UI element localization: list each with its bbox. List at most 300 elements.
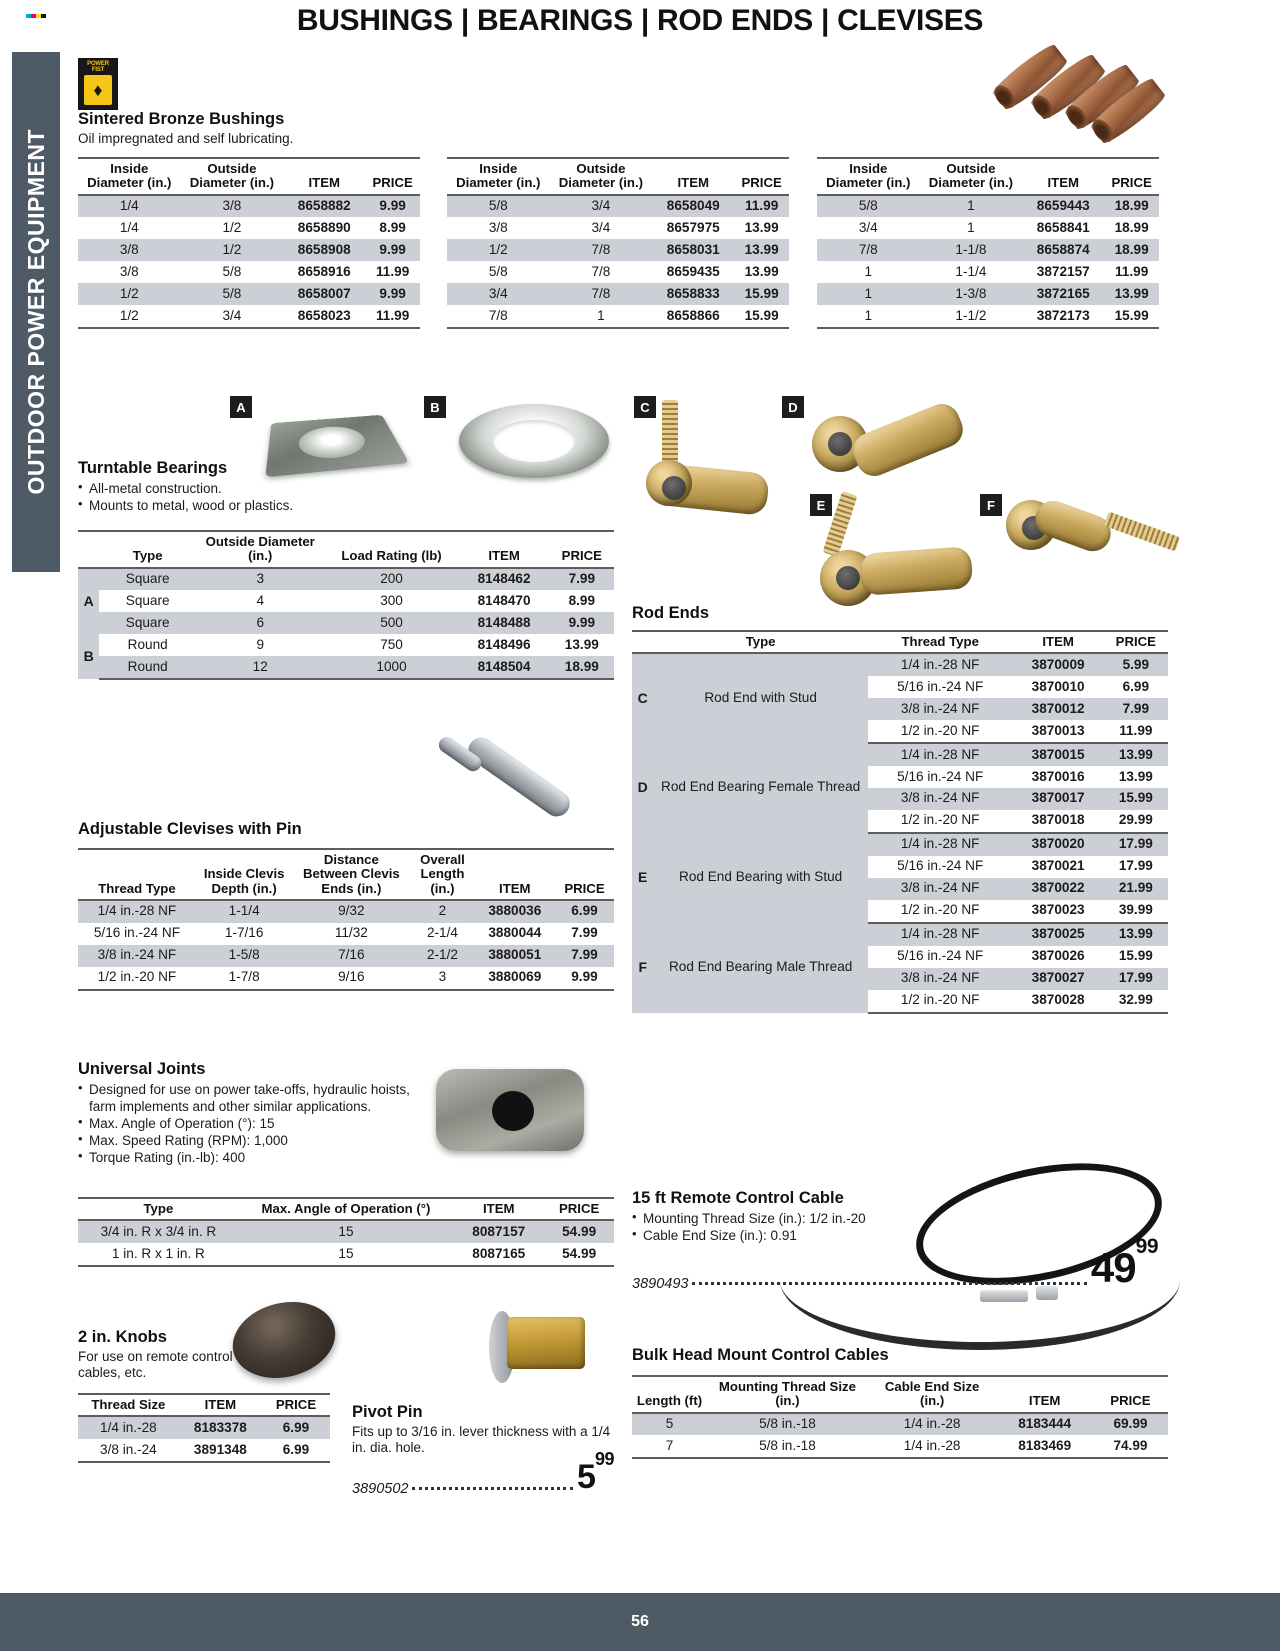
turntable-bullets [78, 480, 498, 514]
cell-item: 8658890 [297, 219, 351, 235]
cell-value: 1-3/8 [920, 283, 1023, 305]
table-row [78, 900, 614, 923]
cell-thread-type: 3/8 in.-24 NF [868, 788, 1013, 810]
cell-value: 9/16 [292, 967, 410, 990]
cell-value: 1/4 in.-28 [868, 1435, 997, 1458]
group-type: Rod End Bearing Male Thread [653, 923, 867, 1013]
cell-item: 3880044 [488, 925, 542, 941]
cell-value: 1 [817, 305, 920, 328]
cell-price: 13.99 [564, 636, 599, 652]
cell-value: 1 [920, 195, 1023, 218]
cell-price: 8.99 [379, 219, 406, 235]
rod-ends-table [632, 630, 1168, 1014]
col-type: Type [99, 531, 195, 568]
bushings-table-2 [447, 157, 789, 329]
col-price: PRICE [1104, 631, 1168, 653]
cell-price: 13.99 [1104, 283, 1159, 305]
universal-joints-heading: Universal Joints [78, 1060, 206, 1078]
cell-thread-type: 5/16 in.-24 NF [897, 678, 984, 694]
cell-value: 3/8 in.-24 NF [78, 945, 196, 967]
cell-price: 11.99 [1104, 720, 1168, 743]
cell-item: 8148462 [459, 568, 550, 591]
cell-thread-type: 5/16 in.-24 NF [897, 768, 984, 784]
cell-price: 18.99 [550, 656, 614, 679]
rod-end-bearing-male-photo [1000, 486, 1180, 596]
cell-price: 15.99 [1104, 788, 1168, 810]
cell-thread-type: 3/8 in.-24 NF [868, 698, 1013, 720]
cell-value: 7 [632, 1435, 707, 1458]
cell-value: Round [99, 656, 195, 679]
table-row [447, 217, 789, 239]
cell-price: 54.99 [544, 1220, 614, 1243]
cell-value: 1000 [325, 656, 459, 679]
cell-value: 4 [256, 592, 264, 608]
knobs-heading: 2 in. Knobs [78, 1328, 167, 1346]
col-inside-diameter: Inside Diameter (in.) [78, 158, 181, 195]
cell-value: Square [125, 592, 170, 608]
cell-item: 3872173 [1022, 305, 1104, 328]
cell-value: 1/2 [181, 239, 284, 261]
cell-value: 7/16 [292, 945, 410, 967]
cell-value: 5/8 in.-18 [707, 1413, 868, 1436]
callout-e: E [810, 494, 832, 516]
table-row [78, 283, 420, 305]
group-type: Rod End Bearing Female Thread [653, 743, 867, 833]
cell-item: 8148488 [459, 612, 550, 634]
cell-value: 1-1/4 [196, 900, 292, 923]
cell-value: 1/4 in.-28 [868, 1413, 997, 1436]
col-item: ITEM [453, 1198, 544, 1220]
cell-item: 3870026 [1031, 948, 1085, 964]
cell-item: 8183444 [996, 1413, 1092, 1436]
cell-price: 15.99 [1104, 305, 1159, 328]
cell-price: 15.99 [1118, 948, 1153, 964]
cell-thread-type: 1/2 in.-20 NF [868, 810, 1013, 833]
universal-joints-bullets [78, 1081, 423, 1166]
cell-value: 3/4 [550, 195, 653, 218]
table-row [817, 261, 1159, 283]
cell-value: 3/4 [181, 305, 284, 328]
cell-price: 9.99 [550, 612, 614, 634]
bronze-bushings-photo [985, 48, 1175, 153]
table-row [632, 923, 1168, 946]
cell-value: 11/32 [334, 925, 368, 941]
col-max-angle: Max. Angle of Operation (°) [239, 1198, 453, 1220]
table-row [78, 656, 614, 679]
cell-value: 5/8 [488, 263, 508, 279]
cell-price: 69.99 [1093, 1413, 1168, 1436]
table-row [447, 261, 789, 283]
cell-price: 6.99 [555, 900, 614, 923]
cell-item: 3870025 [1013, 923, 1104, 946]
cell-price: 7.99 [571, 925, 598, 941]
cell-price: 13.99 [744, 263, 779, 279]
cell-price: 32.99 [1104, 990, 1168, 1013]
rod-ends-heading: Rod Ends [632, 604, 709, 622]
page-title: BUSHINGS | BEARINGS | ROD ENDS | CLEVISES [296, 4, 984, 37]
cell-value: 1/4 in.-28 NF [78, 900, 196, 923]
cell-value: 1 [817, 283, 920, 305]
col-load-rating: Load Rating (lb) [325, 531, 459, 568]
cell-value: 1/4 [78, 195, 181, 218]
col-price: PRICE [365, 158, 420, 195]
pivot-pin-price: $5^{99}$ [577, 1448, 614, 1496]
cell-value: 1-5/8 [196, 945, 292, 967]
cell-price: 8.99 [568, 592, 596, 608]
col-inside-diameter: Inside Diameter (in.) [817, 158, 920, 195]
cell-item: 8148496 [477, 636, 531, 652]
cell-value: 1/2 [78, 283, 181, 305]
table-row [447, 283, 789, 305]
cell-price: 13.99 [1104, 923, 1168, 946]
bullet-item: • Cable End Size (in.): 0.91 [632, 1227, 1102, 1244]
registration-marks [26, 14, 46, 18]
col-outside-diameter: Outside Diameter (in.) [920, 158, 1023, 195]
cell-value: 500 [325, 612, 459, 634]
cell-value: 1/2 in.-20 NF [78, 967, 196, 990]
turntable-table [78, 530, 614, 680]
cell-item: 8658031 [652, 239, 734, 261]
cell-item: 8659443 [1022, 195, 1104, 218]
cell-item: 8658841 [1036, 219, 1090, 235]
table-row [817, 195, 1159, 218]
cell-price: 18.99 [1114, 219, 1149, 235]
bushings-table-3 [817, 157, 1159, 329]
table-row [817, 283, 1159, 305]
remote-cable-item: 3890493 [632, 1276, 689, 1292]
knobs-subheading: For use on remote control cables, etc. [78, 1349, 233, 1381]
side-tab-label: OUTDOOR POWER EQUIPMENT [22, 129, 49, 495]
cell-value: 2-1/2 [410, 945, 474, 967]
cell-item: 8658874 [1022, 239, 1104, 261]
table-row [78, 195, 420, 218]
cell-item: 3891348 [179, 1439, 262, 1462]
cell-value: 1-7/16 [224, 925, 264, 941]
cell-value: 3/4 in. R x 3/4 in. R [78, 1220, 239, 1243]
callout-d: D [782, 396, 804, 418]
leader-dots [412, 1487, 573, 1490]
cell-value: 3/8 in.-24 [78, 1439, 179, 1462]
pivot-pin-heading: Pivot Pin [352, 1403, 423, 1421]
cell-thread-type: 1/4 in.-28 NF [868, 743, 1013, 766]
cell-item: 8658023 [283, 305, 365, 328]
col-inside-clevis-depth: Inside Clevis Depth (in.) [196, 849, 292, 900]
cell-item: 8658866 [652, 305, 734, 328]
bullet-item: • Torque Rating (in.-lb): 400 [78, 1149, 423, 1166]
cell-value: 1 [864, 263, 873, 279]
cell-value: 5 [632, 1413, 707, 1436]
cell-price: 15.99 [734, 305, 789, 328]
col-item: ITEM [996, 1376, 1092, 1413]
col-item: ITEM [1013, 631, 1104, 653]
cell-item: 3880069 [475, 967, 555, 990]
cell-value: 3/8 [78, 239, 181, 261]
table-row [78, 217, 420, 239]
table-row [78, 1220, 614, 1243]
group-letter: D [632, 743, 653, 833]
cell-price: 13.99 [1118, 768, 1153, 784]
logo-line1: POWER [87, 61, 109, 67]
col-cable-end-size: Cable End Size (in.) [868, 1376, 997, 1413]
cell-value: 1 [550, 305, 653, 328]
cell-item: 8659435 [666, 263, 720, 279]
cell-value: 5/8 [447, 195, 550, 218]
cell-value: 1-7/8 [196, 967, 292, 990]
pivot-pin-photo [455, 1295, 615, 1395]
cell-value: 3/4 [447, 283, 550, 305]
callout-a: A [230, 396, 252, 418]
cell-value: 200 [325, 568, 459, 591]
cell-item: 3870023 [1013, 900, 1104, 923]
cell-thread-type: 5/16 in.-24 NF [897, 858, 984, 874]
cell-thread-type: 1/4 in.-28 NF [868, 653, 1013, 676]
cell-value: 1-1/8 [920, 239, 1023, 261]
table-row [632, 743, 1168, 766]
cell-thread-type: 3/8 in.-24 NF [868, 878, 1013, 900]
cell-value: 1/4 in.-28 [78, 1416, 179, 1439]
cell-item: 8658882 [283, 195, 365, 218]
cell-item: 3870012 [1013, 698, 1104, 720]
cell-item: 8658049 [652, 195, 734, 218]
remote-cable-heading: 15 ft Remote Control Cable [632, 1189, 844, 1207]
cell-price: 11.99 [734, 195, 789, 218]
cell-value: 1-1/4 [955, 263, 987, 279]
cell-item: 8658908 [283, 239, 365, 261]
cell-item: 3870022 [1013, 878, 1104, 900]
cell-value: 7/8 [550, 239, 653, 261]
cell-item: 3870013 [1013, 720, 1104, 743]
cell-value: 300 [380, 592, 403, 608]
col-overall-length: Overall Length (in.) [410, 849, 474, 900]
bulk-head-table [632, 1375, 1168, 1459]
group-letter: A [78, 568, 99, 635]
col-price: PRICE [555, 849, 614, 900]
table-row [78, 261, 420, 283]
cell-item: 8657975 [666, 219, 720, 235]
cell-value: 15 [239, 1220, 453, 1243]
bushings-heading: Sintered Bronze Bushings [78, 110, 285, 128]
cell-price: 11.99 [375, 263, 410, 279]
cell-price: 7.99 [550, 568, 614, 591]
cell-item: 8087165 [453, 1243, 544, 1266]
cell-thread-type: 1/2 in.-20 NF [868, 900, 1013, 923]
cell-value: 3/4 [858, 219, 878, 235]
col-outside-diameter: Outside Diameter (in.) [550, 158, 653, 195]
cell-price: 11.99 [1114, 263, 1149, 279]
table-row [632, 653, 1168, 676]
cell-price: 13.99 [744, 219, 779, 235]
cell-item: 3870010 [1031, 678, 1085, 694]
cell-value: 5/8 [222, 263, 242, 279]
table-row [78, 967, 614, 990]
callout-b: B [424, 396, 446, 418]
page-number: 56 [631, 1613, 649, 1630]
fist-icon: ♦ [84, 75, 112, 105]
clevises-table [78, 848, 614, 991]
bullet-item: • Designed for use on power take-offs, hydraulic hoists, farm implements and other similar applications. [78, 1081, 423, 1115]
cell-price: 18.99 [1104, 195, 1159, 218]
remote-cable-price: $49^{99}$ [1090, 1235, 1158, 1291]
universal-joint-photo [428, 1063, 608, 1163]
rod-end-with-stud-photo [640, 398, 790, 538]
col-mounting-thread-size: Mounting Thread Size (in.) [707, 1376, 868, 1413]
group-type: Rod End Bearing with Stud [653, 833, 867, 923]
bullet-item: • Mounting Thread Size (in.): 1/2 in.-20 [632, 1210, 1102, 1227]
cell-item: 8658007 [283, 283, 365, 305]
cell-price: 6.99 [1122, 678, 1150, 694]
cell-thread-type: 1/2 in.-20 NF [868, 720, 1013, 743]
group-letter: C [632, 653, 653, 743]
section-side-tab [12, 52, 60, 572]
turntable-heading: Turntable Bearings [78, 459, 228, 477]
cell-item: 3870020 [1013, 833, 1104, 856]
cell-value: 3/8 [488, 219, 508, 235]
col-item: ITEM [1022, 158, 1104, 195]
cell-item: 3880051 [475, 945, 555, 967]
cell-value: 750 [380, 636, 403, 652]
cell-price: 39.99 [1104, 900, 1168, 923]
table-row [78, 612, 614, 634]
cell-value: 1 in. R x 1 in. R [78, 1243, 239, 1266]
cell-item: 3870018 [1013, 810, 1104, 833]
cell-price: 9.99 [365, 195, 420, 218]
cell-value: 7/8 [591, 263, 611, 279]
cell-item: 8183469 [996, 1435, 1092, 1458]
col-thread-size: Thread Size [78, 1394, 179, 1416]
cell-value: 12 [196, 656, 325, 679]
cell-thread-type: 1/4 in.-28 NF [868, 923, 1013, 946]
cell-price: 9.99 [365, 283, 420, 305]
cell-thread-type: 1/2 in.-20 NF [868, 990, 1013, 1013]
cell-item: 3870021 [1031, 858, 1085, 874]
rod-end-bearing-with-stud-photo [810, 492, 1000, 612]
cell-item: 8658833 [652, 283, 734, 305]
bullet-item: • Max. Speed Rating (RPM): 1,000 [78, 1132, 423, 1149]
cell-price: 18.99 [1104, 239, 1159, 261]
cell-price: 13.99 [1104, 743, 1168, 766]
cell-value: 7/8 [817, 239, 920, 261]
cell-item: 8183378 [179, 1416, 262, 1439]
cell-value: 6 [196, 612, 325, 634]
pivot-pin-description: Fits up to 3/16 in. lever thickness with a 1/4 in. dia. hole. [352, 1424, 611, 1456]
clevises-heading: Adjustable Clevises with Pin [78, 820, 302, 838]
table-row [78, 945, 614, 967]
cell-value: 3/8 [181, 195, 284, 218]
col-item: ITEM [283, 158, 365, 195]
cell-price: 29.99 [1104, 810, 1168, 833]
table-row [817, 305, 1159, 328]
table-row [447, 305, 789, 328]
col-price: PRICE [1093, 1376, 1168, 1413]
bullet-item: • Mounts to metal, wood or plastics. [78, 497, 498, 514]
group-letter: B [78, 634, 99, 679]
table-row [78, 634, 614, 656]
group-letter: E [632, 833, 653, 923]
table-row [78, 923, 614, 945]
cell-item: 8087157 [453, 1220, 544, 1243]
table-row [78, 305, 420, 328]
page-footer [0, 1593, 1280, 1651]
cell-value: 9 [256, 636, 264, 652]
table-row [817, 217, 1159, 239]
cell-price: 9.99 [555, 967, 614, 990]
cell-price: 17.99 [1104, 968, 1168, 990]
table-row [78, 568, 614, 591]
cell-value: Round [127, 636, 168, 652]
cell-item: 8148504 [459, 656, 550, 679]
cell-value: 1/2 [78, 305, 181, 328]
cell-value: 2 [410, 900, 474, 923]
callout-c: C [634, 396, 656, 418]
cell-value: 5/8 in.-18 [707, 1435, 868, 1458]
cell-value: 15 [239, 1243, 453, 1266]
table-row [632, 833, 1168, 856]
cell-thread-type: 3/8 in.-24 NF [868, 968, 1013, 990]
bullet-item: • All-metal construction. [78, 480, 498, 497]
cell-value: 7/8 [550, 283, 653, 305]
cell-value: 1/2 [222, 219, 242, 235]
cell-price: 74.99 [1093, 1435, 1168, 1458]
col-thread-type: Thread Type [78, 849, 196, 900]
col-item: ITEM [179, 1394, 262, 1416]
cell-item: 8658916 [297, 263, 351, 279]
bushings-table-1 [78, 157, 420, 329]
col-item: ITEM [459, 531, 550, 568]
col-outside-diameter: Outside Diameter (in.) [196, 531, 325, 568]
cell-price: 6.99 [262, 1439, 330, 1462]
cell-price: 6.99 [262, 1416, 330, 1439]
col-price: PRICE [1104, 158, 1159, 195]
bulk-head-heading: Bulk Head Mount Control Cables [632, 1346, 889, 1364]
cell-item: 3872157 [1036, 263, 1090, 279]
cell-value: 3/4 [591, 219, 611, 235]
cell-price: 11.99 [365, 305, 420, 328]
cell-price: 13.99 [734, 239, 789, 261]
callout-f: F [980, 494, 1002, 516]
table-row [632, 1435, 1168, 1458]
cell-item: 8148470 [477, 592, 531, 608]
pivot-pin-item: 3890502 [352, 1480, 409, 1497]
col-outside-diameter: Outside Diameter (in.) [181, 158, 284, 195]
cell-value: 5/8 [181, 283, 284, 305]
cell-price: 9.99 [365, 239, 420, 261]
col-type: Type [653, 631, 867, 653]
cell-value: 2-1/4 [426, 925, 458, 941]
bullet-item: • Max. Angle of Operation (°): 15 [78, 1115, 423, 1132]
knobs-table [78, 1393, 330, 1463]
cell-price: 21.99 [1104, 878, 1168, 900]
col-price: PRICE [544, 1198, 614, 1220]
cell-item: 3870017 [1013, 788, 1104, 810]
cell-value: 5/8 [817, 195, 920, 218]
table-row [78, 590, 614, 612]
cell-value: 1-1/2 [920, 305, 1023, 328]
col-thread-type: Thread Type [868, 631, 1013, 653]
universal-joints-table [78, 1197, 614, 1267]
cell-value: Square [99, 568, 195, 591]
table-row [78, 239, 420, 261]
table-row [447, 239, 789, 261]
bushings-subheading: Oil impregnated and self lubricating. [78, 131, 294, 146]
table-row [78, 1439, 330, 1462]
cell-value: 9/32 [292, 900, 410, 923]
col-type: Type [78, 1198, 239, 1220]
cell-item: 3880036 [475, 900, 555, 923]
cell-price: 17.99 [1104, 833, 1168, 856]
cell-value: 3/8 [119, 263, 139, 279]
cell-price: 54.99 [544, 1243, 614, 1266]
cell-item: 3870016 [1031, 768, 1085, 784]
